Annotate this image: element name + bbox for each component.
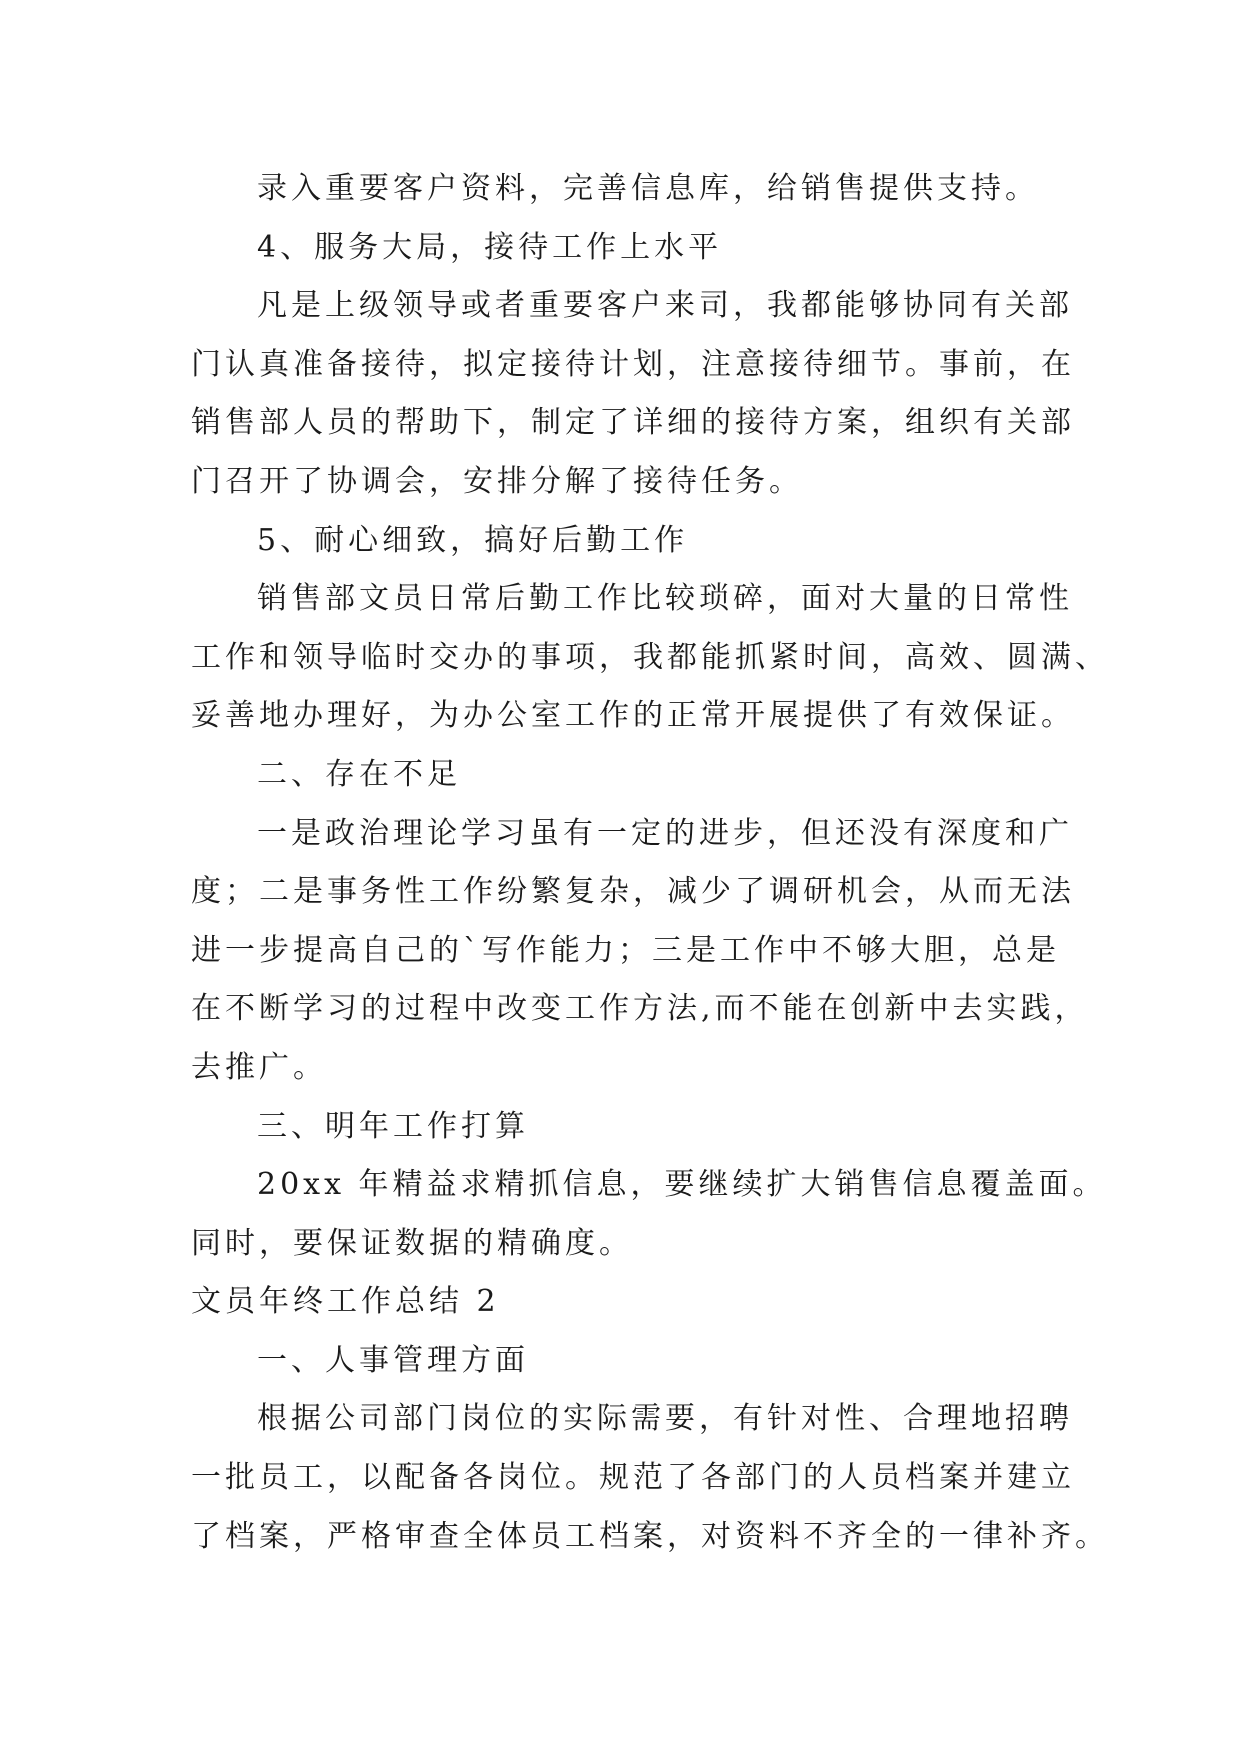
text-line: 一是政治理论学习虽有一定的进步，但还没有深度和广 bbox=[257, 815, 1073, 851]
text-line: 一、人事管理方面 bbox=[257, 1342, 529, 1378]
text-line: 文员年终工作总结 2 bbox=[191, 1284, 500, 1320]
document-body bbox=[191, 160, 1109, 1566]
text-line: 门召开了协调会，安排分解了接待任务。 bbox=[191, 463, 803, 499]
text-line: 二、存在不足 bbox=[257, 756, 461, 792]
text-line: 录入重要客户资料，完善信息库，给销售提供支持。 bbox=[257, 171, 1039, 206]
text-line: 妥善地办理好，为办公室工作的正常开展提供了有效保证。 bbox=[191, 698, 1075, 734]
text-line: 4、服务大局，接待工作上水平 bbox=[257, 229, 723, 265]
text-line: 去推广。 bbox=[191, 1049, 327, 1085]
text-line: 工作和领导临时交办的事项，我都能抓紧时间，高效、圆满、 bbox=[191, 639, 1109, 675]
text-line: 一批员工，以配备各岗位。规范了各部门的人员档案并建立 bbox=[191, 1460, 1075, 1496]
text-line: 销售部文员日常后勤工作比较琐碎，面对大量的日常性 bbox=[257, 581, 1073, 617]
text-line: 根据公司部门岗位的实际需要，有针对性、合理地招聘 bbox=[257, 1401, 1073, 1437]
text-line: 三、明年工作打算 bbox=[257, 1108, 529, 1144]
text-line: 同时，要保证数据的精确度。 bbox=[191, 1225, 633, 1261]
text-line: 门认真准备接待，拟定接待计划，注意接待细节。事前，在 bbox=[191, 346, 1075, 382]
text-line: 在不断学习的过程中改变工作方法,而不能在创新中去实践， bbox=[191, 991, 1089, 1027]
text-line: 度；二是事务性工作纷繁复杂，减少了调研机会，从而无法 bbox=[191, 874, 1075, 910]
text-line: 5、耐心细致，搞好后勤工作 bbox=[257, 522, 689, 558]
text-line: 凡是上级领导或者重要客户来司，我都能够协同有关部 bbox=[257, 288, 1073, 324]
text-line: 销售部人员的帮助下，制定了详细的接待方案，组织有关部 bbox=[191, 405, 1075, 441]
text-line: 了档案，严格审查全体员工档案，对资料不齐全的一律补齐。 bbox=[191, 1518, 1109, 1554]
text-line: 进一步提高自己的`写作能力；三是工作中不够大胆，总是 bbox=[191, 932, 1060, 968]
text-line: 20xx 年精益求精抓信息，要继续扩大销售信息覆盖面。 bbox=[257, 1167, 1107, 1203]
